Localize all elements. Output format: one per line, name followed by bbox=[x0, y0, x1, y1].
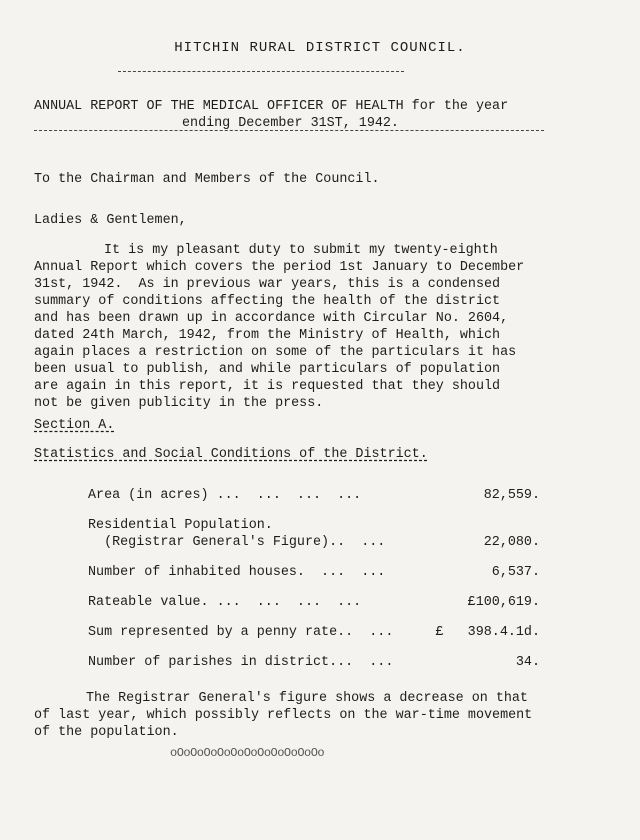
intro-line: and has been drawn up in accordance with Circular No. 2604, bbox=[34, 311, 509, 326]
stat-label: (Registrar General's Figure).. ... bbox=[88, 535, 386, 550]
closing-line: The Registrar General's figure shows a decrease on that bbox=[86, 691, 528, 706]
stat-label: Rateable value. ... ... ... ... bbox=[88, 595, 362, 610]
salutation-greeting: Ladies & Gentlemen, bbox=[34, 213, 187, 228]
council-title: HITCHIN RURAL DISTRICT COUNCIL. bbox=[174, 40, 466, 56]
stat-value: 22,080. bbox=[483, 535, 540, 550]
intro-line: It is my pleasant duty to submit my twenty-eighth bbox=[104, 243, 498, 258]
stat-label: Residential Population. bbox=[88, 518, 273, 533]
intro-line: Annual Report which covers the period 1st January to December bbox=[34, 260, 525, 275]
stat-label: Number of inhabited houses. ... ... bbox=[88, 565, 386, 580]
intro-line: not be given publicity in the press. bbox=[34, 396, 324, 411]
intro-line: summary of conditions affecting the health of the district bbox=[34, 294, 501, 309]
stat-value: 34. bbox=[515, 655, 540, 670]
intro-line: been usual to publish, and while particulars of population bbox=[34, 362, 501, 377]
intro-line: 31st, 1942. As in previous war years, this is a condensed bbox=[34, 277, 501, 292]
report-title: ANNUAL REPORT OF THE MEDICAL OFFICER OF HEALTH for the year bbox=[34, 99, 509, 114]
salutation-address: To the Chairman and Members of the Council. bbox=[34, 172, 380, 187]
subtitle-rule bbox=[34, 130, 544, 131]
stat-value: £ 398.4.1d. bbox=[435, 625, 540, 640]
intro-paragraph bbox=[34, 242, 614, 412]
stat-label: Area (in acres) ... ... ... ... bbox=[88, 488, 362, 503]
intro-line: dated 24th March, 1942, from the Ministry of Health, which bbox=[34, 328, 501, 343]
end-ornament: oOoOoOoOoOoOoOoOoOoOoOo bbox=[170, 746, 325, 760]
section-heading: Section A. bbox=[34, 418, 115, 433]
stat-value: 82,559. bbox=[483, 488, 540, 503]
closing-line: of the population. bbox=[34, 725, 179, 740]
stat-label: Sum represented by a penny rate.. ... bbox=[88, 625, 394, 640]
intro-line: again places a restriction on some of the particulars it has bbox=[34, 345, 517, 360]
stat-value: 6,537. bbox=[491, 565, 540, 580]
stat-label: Number of parishes in district... ... bbox=[88, 655, 394, 670]
title-rule bbox=[118, 71, 404, 72]
report-subtitle: ending December 31ST, 1942. bbox=[182, 116, 399, 131]
intro-line: are again in this report, it is requested that they should bbox=[34, 379, 501, 394]
closing-paragraph bbox=[34, 690, 614, 741]
section-subheading: Statistics and Social Conditions of the District. bbox=[34, 447, 428, 462]
closing-line: of last year, which possibly reflects on the war-time movement bbox=[34, 708, 533, 723]
stat-value: £100,619. bbox=[467, 595, 540, 610]
